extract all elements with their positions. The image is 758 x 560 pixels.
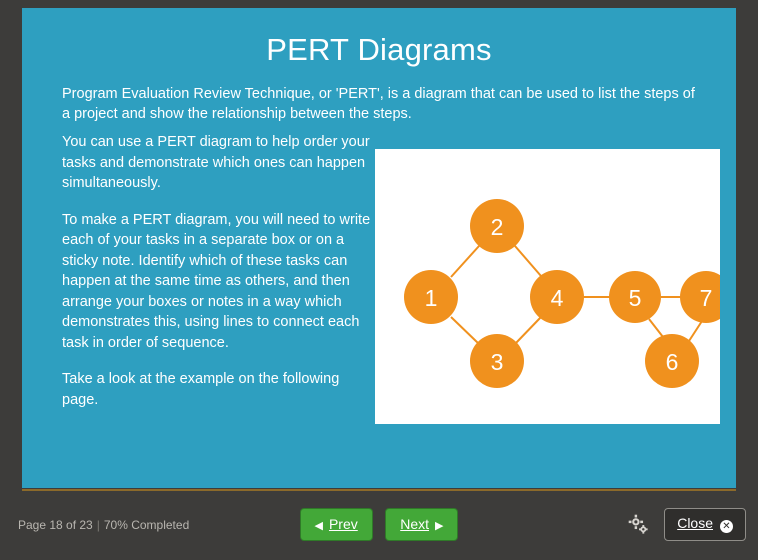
- percent-completed: 70% Completed: [103, 518, 190, 532]
- slide-body-text: [62, 132, 372, 426]
- gear-icon[interactable]: [624, 510, 654, 540]
- prev-button-label: Prev: [328, 516, 358, 532]
- slide-canvas: [22, 8, 736, 488]
- close-button[interactable]: [664, 508, 746, 541]
- pert-node-1-label: 1: [424, 285, 438, 311]
- next-button-label: Next: [400, 516, 430, 532]
- pert-node-6-label: 6: [665, 349, 679, 375]
- edge-2-4: [515, 246, 541, 276]
- edge-5-6: [649, 319, 663, 337]
- status-separator: |: [96, 518, 100, 532]
- close-button-label: Close: [677, 515, 713, 531]
- pert-diagram-graphic: [375, 149, 720, 424]
- footer-divider: [22, 489, 736, 491]
- slide-paragraph-2: To make a PERT diagram, you will need to write each of your tasks in a separate box or on a sticky note. Identify which of these tasks can happen at the same time as others, and then arrange your boxes or notes in a way which demonstrates this, using lines to connect each task in order of sequence.: [62, 211, 371, 351]
- pert-node-2-label: 2: [490, 214, 504, 240]
- prev-button[interactable]: [300, 508, 373, 541]
- pert-diagram-panel: [375, 149, 720, 424]
- edge-1-3: [451, 317, 479, 344]
- chevron-left-icon: ◀: [314, 520, 323, 532]
- player-footer: [0, 492, 758, 560]
- close-icon: ✕: [720, 520, 733, 533]
- edge-1-2: [451, 246, 479, 277]
- slide-paragraph-3: Take a look at the example on the following page.: [62, 371, 340, 408]
- next-button[interactable]: [385, 508, 458, 541]
- edge-3-4: [515, 317, 541, 344]
- pert-node-3-label: 3: [490, 349, 504, 375]
- chevron-right-icon: ▶: [435, 520, 444, 532]
- player-controls: [624, 508, 746, 541]
- edge-6-7: [689, 321, 702, 341]
- page-counter: Page 18 of 23: [18, 518, 93, 532]
- pert-node-4-label: 4: [550, 285, 564, 311]
- pert-nodes: [404, 199, 720, 388]
- slide-paragraph-1: You can use a PERT diagram to help order your tasks and demonstrate which ones can happen simultaneously.: [62, 134, 370, 191]
- pert-node-5-label: 5: [628, 285, 642, 311]
- slide-intro-text: Program Evaluation Review Technique, or 'PERT', is a diagram that can be used to list the steps of a project and show the relationship between the steps.: [62, 86, 695, 122]
- pert-node-7-label: 7: [699, 285, 713, 311]
- page-title: PERT Diagrams: [266, 32, 492, 67]
